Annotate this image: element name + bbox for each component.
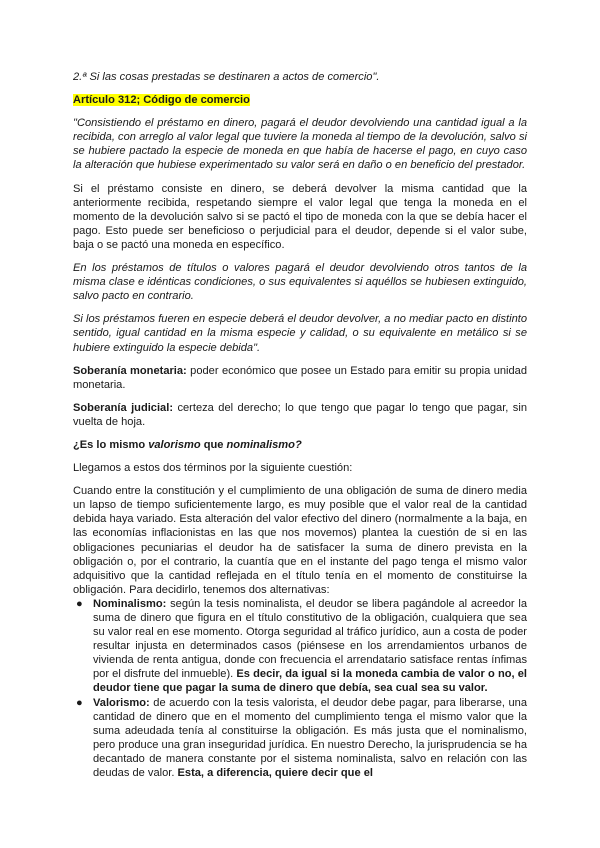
question-part-a: ¿Es lo mismo [73,438,149,451]
text-nominalismo: según la tesis nominalista, el deudor se libera pagándole al acreedor la suma de dinero que figura en el título constitutivo de la obligación, cualquiera que sea su valor real en ese momento. Otorga seguridad al tráfico jurídico, aun a costa de poder resultar injusta en determinados casos (piénsese en los arrendamientos urbanos de vivienda de renta antigua, donde con frecuencia el arrendatario satisface rentas ínfimas por el disfrute del inmueble). [93,597,527,681]
highlighted-heading: Artículo 312; Código de comercio [73,94,250,107]
definition-soberania-monetaria [73,364,527,392]
question-part-d: nominalismo? [226,438,302,451]
term-soberania-judicial: Soberanía judicial: [73,401,174,414]
intro-paragraph: Llegamos a estos dos términos por la siguiente cuestión: [73,462,353,475]
def-soberania-judicial: certeza del derecho; lo que tengo que pagar lo tengo que pagar, sin vuelta de hoja. [73,401,527,428]
term-soberania-monetaria: Soberanía monetaria: [73,364,187,377]
alternatives-list [73,597,527,780]
term-valorismo: Valorismo: [93,696,150,709]
def-soberania-monetaria: poder económico que posee un Estado para emitir su propia unidad monetaria. [73,364,528,391]
question-part-b: valorismo [148,438,201,451]
question-part-c: que [200,438,227,451]
body-paragraph: Cuando entre la constitución y el cumplimiento de una obligación de suma de dinero media un lapso de tiempo suficientemente largo, es muy posible que el valor real de la cantidad debida haya variado. Esta alteración del valor efectivo del dinero (normalmente a la baja, en las economías inflacionistas en las que nos movemos) plantea la cuestión de si en las obligaciones pecuniarias el deudor ha de satisfacer la suma de dinero prevista en la obligación o, por el contrario, la cuantía que en el instante del pago tenga el mismo valor adquisitivo que la cantidad reflejada en el título tenía en el momento de constituirse la obligación. Para decidirlo, tenemos dos alternativas: [73,485,527,596]
explanation-paragraph: Si el préstamo consiste en dinero, se deberá devolver la misma cantidad que la anteriormente recibida, respetando siempre el valor legal que tenga la moneda en el momento de la devolución salvo si se pactó el tipo de moneda con la que se debía hacer el pago. Esto puede ser beneficioso o perjudicial para el deudor, depende si el valor sube, baja o se pactó una moneda en específico. [73,182,527,251]
article-quote-1: "Consistiendo el préstamo en dinero, pagará el deudor devolviendo una cantidad igual a la recibida, con arreglo al valor legal que tuviere la moneda al tiempo de la devolución, salvo si se hubiere pactado la especie de moneda en que había de hacerse el pago, en cuyo caso la alteración que hubiese experimentado su valor será en daño o en beneficio del prestador. [73,117,527,172]
bullet-icon: ● [76,696,83,709]
definition-soberania-judicial [73,401,527,429]
article-heading [73,93,527,107]
article-quote-2: En los préstamos de títulos o valores pagará el deudor devolviendo otros tantos de la misma clase e idénticas condiciones, o sus equivalentes si aquéllos se hubiesen extinguido, salvo pacto en contrario. [73,262,527,303]
bold-valorismo: Esta, a diferencia, quiere decir que el [177,767,373,780]
text-valorismo: de acuerdo con la tesis valorista, el deudor debe pagar, para liberarse, una cantidad de dinero que en el momento del cumplimiento tenga el mismo valor que la suma adeudada tenía al constituirse la obligación. Es más justa que el nominalismo, pero produce una gran inseguridad jurídica. En nuestro Derecho, la jurisprudencia se ha decantado de manera constante por el sistema nominalista, salvo en relación con las deudas de valor. [93,696,527,780]
section-question-heading [73,438,527,452]
bullet-icon: ● [76,597,83,610]
list-item-valorismo [76,696,527,781]
term-nominalismo: Nominalismo: [93,597,167,610]
list-item-nominalismo [76,597,527,696]
article-quote-3: Si los préstamos fueren en especie deberá el deudor devolver, a no mediar pacto en distinto sentido, igual cantidad en la misma especie y calidad, o su equivalente en metálico si se hubiere extinguido la especie debida". [73,313,527,354]
list-item-2-commerce: 2.ª Si las cosas prestadas se destinaren a actos de comercio". [73,71,380,83]
bold-nominalismo: Es decir, da igual si la moneda cambia de valor o no, el deudor tiene que pagar la suma de dinero que debía, sea cual sea su valor. [93,668,527,695]
